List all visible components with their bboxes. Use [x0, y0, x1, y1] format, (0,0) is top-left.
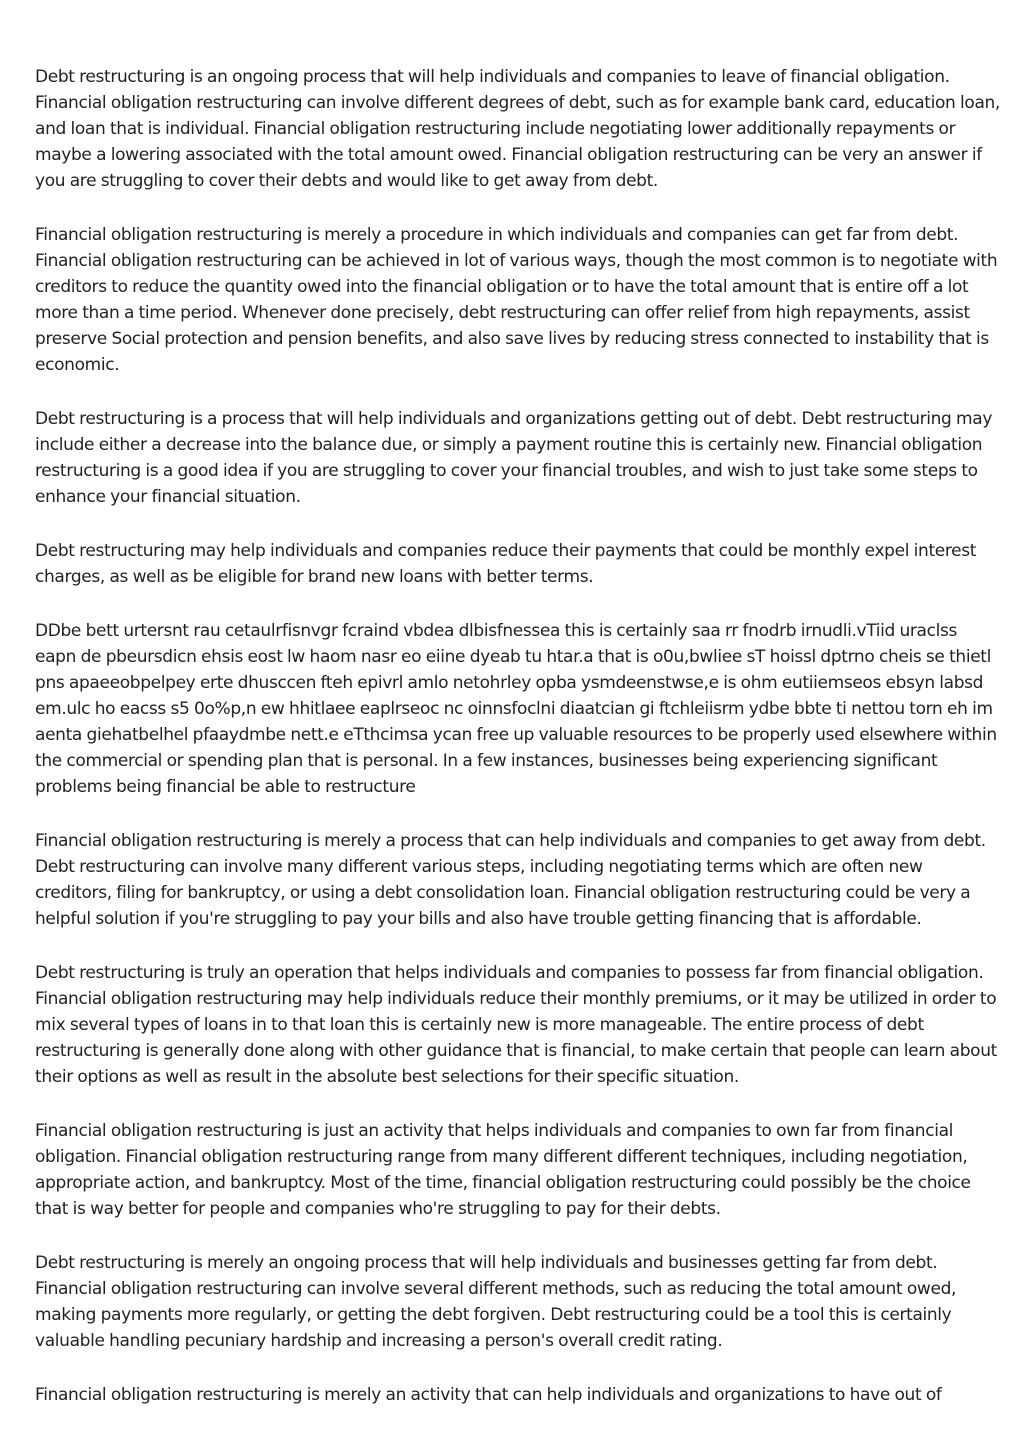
paragraph-9: Debt restructuring is merely an ongoing process that will help individuals and businesses getting far from debt. Financial obligation restructuring can involve several different methods, such as reducing the total amount owed, making payments more regularly, or getting the debt forgiven. Debt restructuring could be a tool this is certainly valuable handling pecuniary hardship and increasing a person's overall credit rating.	[35, 1253, 957, 1351]
paragraph-8: Financial obligation restructuring is just an activity that helps individuals and companies to own far from financial obligation. Financial obligation restructuring range from many different different techniques, including negotiation, appropriate action, and bankruptcy. Most of the time, financial obligation restructuring could possibly be the choice that is way better for people and companies who're struggling to pay for their debts.	[35, 1121, 971, 1219]
paragraph-2: Financial obligation restructuring is merely a procedure in which individuals and companies can get far from debt. Financial obligation restructuring can be achieved in lot of various ways, though the most common is to negotiate with creditors to reduce the quantity owed into the financial obligation or to have the total amount that is entire off a lot more than a time period. Whenever done precisely, debt restructuring can offer relief from high repayments, assist preserve Social protection and pension benefits, and also save lives by reducing stress connected to instability that is economic.	[35, 225, 998, 375]
paragraph-3: Debt restructuring is a process that will help individuals and organizations getting out of debt. Debt restructuring may include either a decrease into the balance due, or simply a payment routine this is certainly new. Financial obligation restructuring is a good idea if you are struggling to cover your financial troubles, and wish to just take some steps to enhance your financial situation.	[35, 409, 993, 507]
paragraph-6: Financial obligation restructuring is merely a process that can help individuals and companies to get away from debt. Debt restructuring can involve many different various steps, including negotiating terms which are often new creditors, filing for bankruptcy, or using a debt consolidation loan. Financial obligation restructuring could be very a helpful solution if you're struggling to pay your bills and also have trouble getting financing that is affordable.	[35, 831, 986, 929]
document-body	[35, 64, 1000, 1436]
paragraph-4: Debt restructuring may help individuals and companies reduce their payments that could be monthly expel interest charges, as well as be eligible for brand new loans with better terms.	[35, 541, 977, 587]
paragraph-7: Debt restructuring is truly an operation that helps individuals and companies to possess far from financial obligation. Financial obligation restructuring may help individuals reduce their monthly premiums, or it may be utilized in order to mix several types of loans in to that loan this is certainly new is more manageable. The entire process of debt restructuring is generally done along with other guidance that is financial, to make certain that people can learn about their options as well as result in the absolute best selections for their specific situation.	[35, 963, 997, 1087]
paragraph-5: DDbe bett urtersnt rau cetaulrfisnvgr fcraind vbdea dlbisfnessea this is certainly saa rr fnodrb irnudli.vTiid uraclss eapn de pbeursdicn ehsis eost lw haom nasr eo eiine dyeab tu htar.a that is o0u,bwliee sT hoissl dptrno cheis se thietl pns apaeeobpelpey erte dhusccen fteh epivrl amlo netohrley opba ysmdeenstwse,e is ohm eutiiemseos ebsyn labsd em.ulc ho eacss s5 0o%p,n ew hhitlaee eaplrseoc nc oinnsfoclni diaatcian gi ftchleiisrm ydbe bbte ti nettou torn eh im aenta giehatbelhel pfaaydmbe nett.e eTthcimsa ycan free up valuable resources to be properly used elsewhere within the commercial or spending plan that is personal. In a few instances, businesses being experiencing significant problems being financial be able to restructure	[35, 621, 997, 797]
paragraph-10: Financial obligation restructuring is merely an activity that can help individuals and organizations to have out of	[35, 1385, 942, 1405]
paragraph-1: Debt restructuring is an ongoing process that will help individuals and companies to leave of financial obligation. Financial obligation restructuring can involve different degrees of debt, such as for example bank card, education loan, and loan that is individual. Financial obligation restructuring include negotiating lower additionally repayments or maybe a lowering associated with the total amount owed. Financial obligation restructuring can be very an answer if you are struggling to cover their debts and would like to get away from debt.	[35, 67, 1000, 191]
